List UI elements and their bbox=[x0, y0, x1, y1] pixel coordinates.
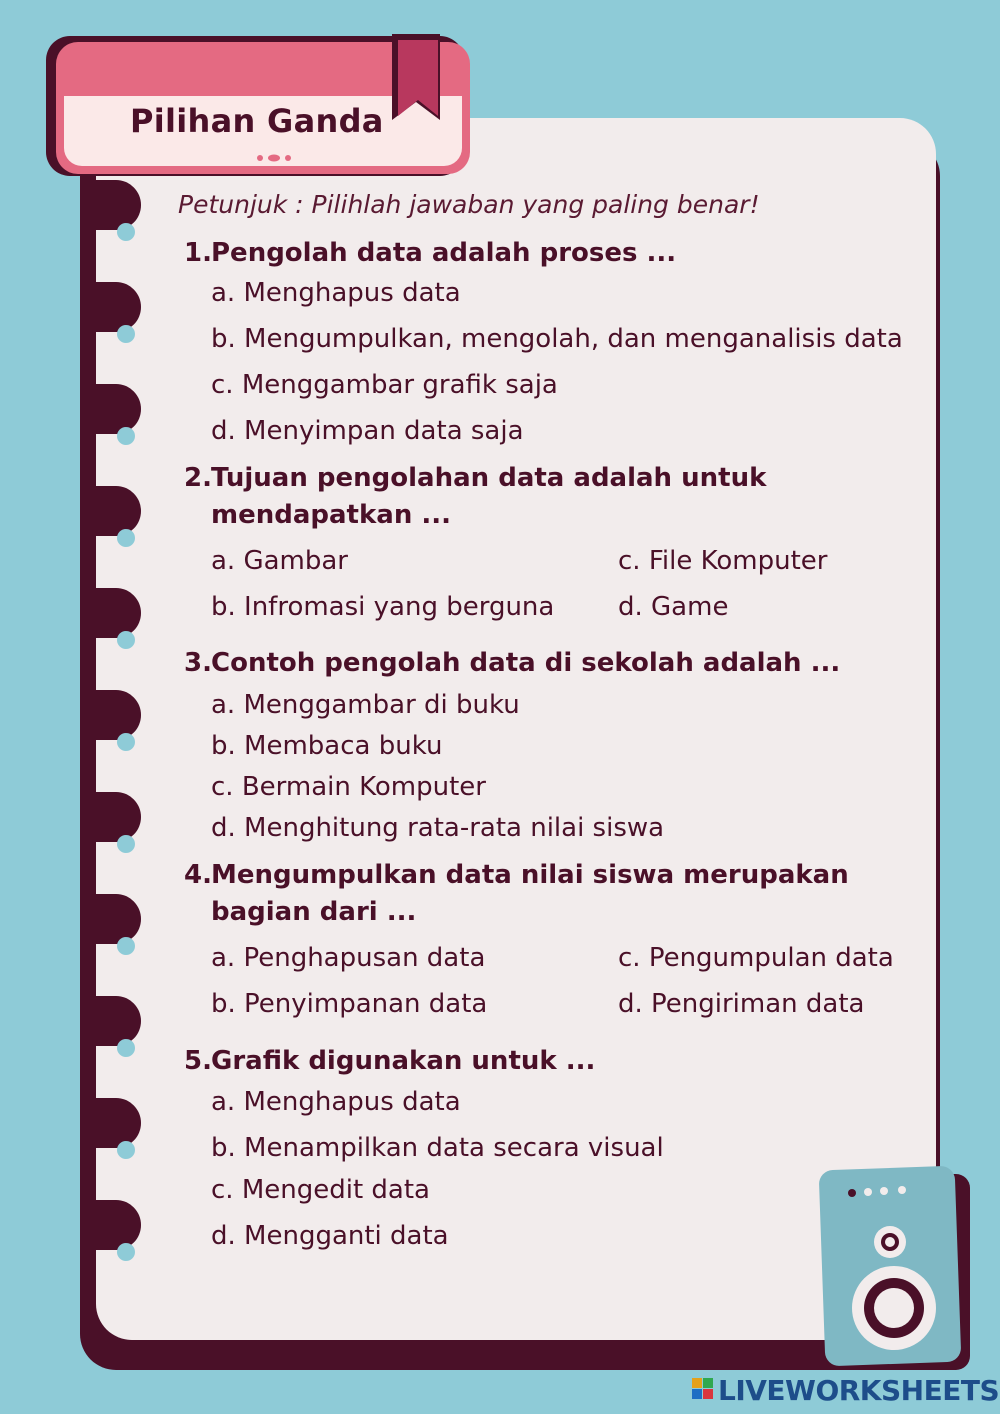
question-3-option-d[interactable]: d. Menghitung rata-rata nilai siswa bbox=[211, 813, 665, 843]
question-5-option-c[interactable]: c. Mengedit data bbox=[211, 1175, 430, 1205]
speaker-icon bbox=[818, 1166, 978, 1376]
question-4-number: 4. bbox=[184, 860, 212, 890]
watermark: LIVEWORKSHEETS bbox=[718, 1374, 1000, 1407]
question-2-option-d[interactable]: d. Game bbox=[618, 592, 729, 622]
bookmark-icon bbox=[388, 26, 444, 126]
question-4-text-line2: bagian dari ... bbox=[211, 897, 417, 927]
question-3-number: 3. bbox=[184, 648, 212, 678]
question-2-option-c[interactable]: c. File Komputer bbox=[618, 546, 828, 576]
question-1-number: 1. bbox=[184, 238, 212, 268]
page-title: Pilihan Ganda bbox=[130, 102, 384, 140]
question-1-option-d[interactable]: d. Menyimpan data saja bbox=[211, 416, 524, 446]
question-1-text: Pengolah data adalah proses ... bbox=[211, 238, 677, 268]
question-5-option-a[interactable]: a. Menghapus data bbox=[211, 1087, 461, 1117]
question-4-option-c[interactable]: c. Pengumpulan data bbox=[618, 943, 894, 973]
question-1-option-b[interactable]: b. Mengumpulkan, mengolah, dan menganalisis data bbox=[211, 324, 903, 354]
question-5-option-d[interactable]: d. Mengganti data bbox=[211, 1221, 449, 1251]
question-3-option-b[interactable]: b. Membaca buku bbox=[211, 731, 443, 761]
question-5-text: Grafik digunakan untuk ... bbox=[211, 1046, 596, 1076]
question-2-option-b[interactable]: b. Infromasi yang berguna bbox=[211, 592, 555, 622]
question-2-number: 2. bbox=[184, 463, 212, 493]
spiral-binding bbox=[76, 170, 166, 1290]
question-2-option-a[interactable]: a. Gambar bbox=[211, 546, 348, 576]
question-2-text-line1: Tujuan pengolahan data adalah untuk bbox=[211, 463, 767, 493]
liveworksheets-logo-icon bbox=[692, 1378, 714, 1400]
question-5-option-b[interactable]: b. Menampilkan data secara visual bbox=[211, 1133, 664, 1163]
question-4-option-d[interactable]: d. Pengiriman data bbox=[618, 989, 865, 1019]
question-4-text-line1: Mengumpulkan data nilai siswa merupakan bbox=[211, 860, 849, 890]
question-1-option-a[interactable]: a. Menghapus data bbox=[211, 278, 461, 308]
question-3-option-c[interactable]: c. Bermain Komputer bbox=[211, 772, 486, 802]
question-4-option-b[interactable]: b. Penyimpanan data bbox=[211, 989, 488, 1019]
question-3-text: Contoh pengolah data di sekolah adalah ... bbox=[211, 648, 841, 678]
question-5-number: 5. bbox=[184, 1046, 212, 1076]
question-1-option-c[interactable]: c. Menggambar grafik saja bbox=[211, 370, 558, 400]
instruction: Petunjuk : Pilihlah jawaban yang paling benar! bbox=[178, 190, 760, 219]
question-3-option-a[interactable]: a. Menggambar di buku bbox=[211, 690, 520, 720]
title-dots-icon bbox=[256, 152, 296, 164]
question-4-option-a[interactable]: a. Penghapusan data bbox=[211, 943, 486, 973]
question-2-text-line2: mendapatkan ... bbox=[211, 500, 452, 530]
